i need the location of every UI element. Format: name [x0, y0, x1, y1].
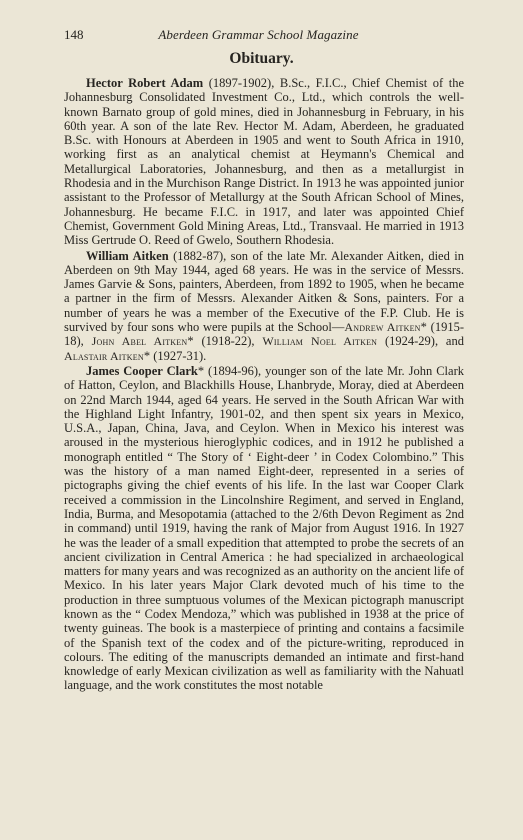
person-name: Hector Robert Adam	[86, 76, 204, 90]
obituary-entry-adam	[64, 76, 464, 248]
son-name: John Abel Aitken	[91, 334, 188, 349]
obituary-body	[64, 76, 464, 694]
obituary-entry-aitken	[64, 249, 464, 363]
son-name: William Noel Aitken	[262, 334, 378, 349]
running-title: Aberdeen Grammar School Magazine	[158, 27, 359, 42]
person-name: William Aitken	[86, 248, 169, 263]
running-header	[64, 27, 453, 43]
son-dates: * (1927-31).	[143, 348, 207, 363]
son-name: Alastair Aitken	[64, 348, 144, 363]
person-name: James Cooper Clark	[86, 363, 198, 378]
son-dates: * (1915-18),	[64, 320, 464, 349]
entry-text: (1882-87), son of the late Mr. Alexander Aitken, died in Aberdeen on 9th May 1944, aged 68 years. He was in the service of Messrs. James Garvie & Sons, painters, Aberdeen, from 1892 to 1905, when he became a partner in the firm of Messrs. Alexander Aitken & Sons, painters. For a number of years he was a member of the Executive of the F.P. Club. He is survived by four sons who were pupils at the School—	[64, 248, 464, 335]
son-dates: * (1918-22),	[187, 334, 263, 349]
section-title: Obituary.	[229, 50, 294, 67]
son-name: Andrew Aitken	[344, 320, 421, 335]
son-dates: (1924-29), and	[377, 334, 464, 349]
obituary-entry-clark	[64, 364, 464, 693]
page-number: 148	[64, 27, 84, 42]
entry-text: * (1894-96), younger son of the late Mr. John Clark of Hatton, Ceylon, and Blackhills House, Lhanbryde, Moray, died at Aberdeen on 22nd March 1944, aged 64 years. He served in the South African War with the Highland Light Infantry, 1901-02, and then spent six years in Mexico, U.S.A., Japan, China, Java, and Ceylon. When in Mexico his interest was aroused in the mysterious hieroglyphic codices, and in 1912 he published a monograph entitled “ The Story of ‘ Eight-deer ’ in Codex Colombino.” This was the history of a man named Eight-deer, represented in a series of pictographs giving the chief events of his life. In the last war Cooper Clark received a commission in the Lincolnshire Regiment, and served in England, India, Burma, and Mesopotamia (attached to the 2/6th Devon Regiment as 2nd in command) until 1919, having the rank of Major from August 1916. In 1927 he was the leader of a small expedition that attempted to probe the secrets of an ancient civilization in Central America : he had specialized in archaeological matters for many years and was recognized as an authority on the ancient life of Mexico. In his later years Major Clark devoted much of his time to the production in three sumptuous volumes of the Mexican pictograph manuscript known as the “ Codex Mendoza,” which was published in 1938 at the price of twenty guineas. The book is a masterpiece of printing and contains a facsimile of the Spanish text of the codex and of the picture-writing, reproduced in colours. The editing of the manuscripts demanded an intimate and first-hand knowledge of early Mexican civilization as well as familiarity with the Nahuatl language, and the work constitutes the most notable	[64, 363, 464, 693]
entry-text: (1897-1902), B.Sc., F.I.C., Chief Chemist of the Johannesburg Consolidated Investment Co., Ltd., which controls the well-known Barnato group of gold mines, died in Johannesburg in February, in his 60th year. A son of the late Rev. Hector M. Adam, Aberdeen, he graduated B.Sc. with Honours at Aberdeen in 1905 and went to South Africa in 1910, working first as an analytical chemist at Heymann's Chemical and Metallurgical Laboratories, Johannesburg, and then as a metallurgist in Rhodesia and in the Murchison Range District. In 1913 he was appointed junior assistant to the Professor of Metallurgy at the South African School of Mines, Johannesburg. He became F.I.C. in 1917, and later was appointed Chief Chemist, Government Gold Mining Areas, Ltd., Transvaal. He married in 1913 Miss Gertrude O. Reed of Gwelo, Southern Rhodesia.	[64, 76, 465, 248]
